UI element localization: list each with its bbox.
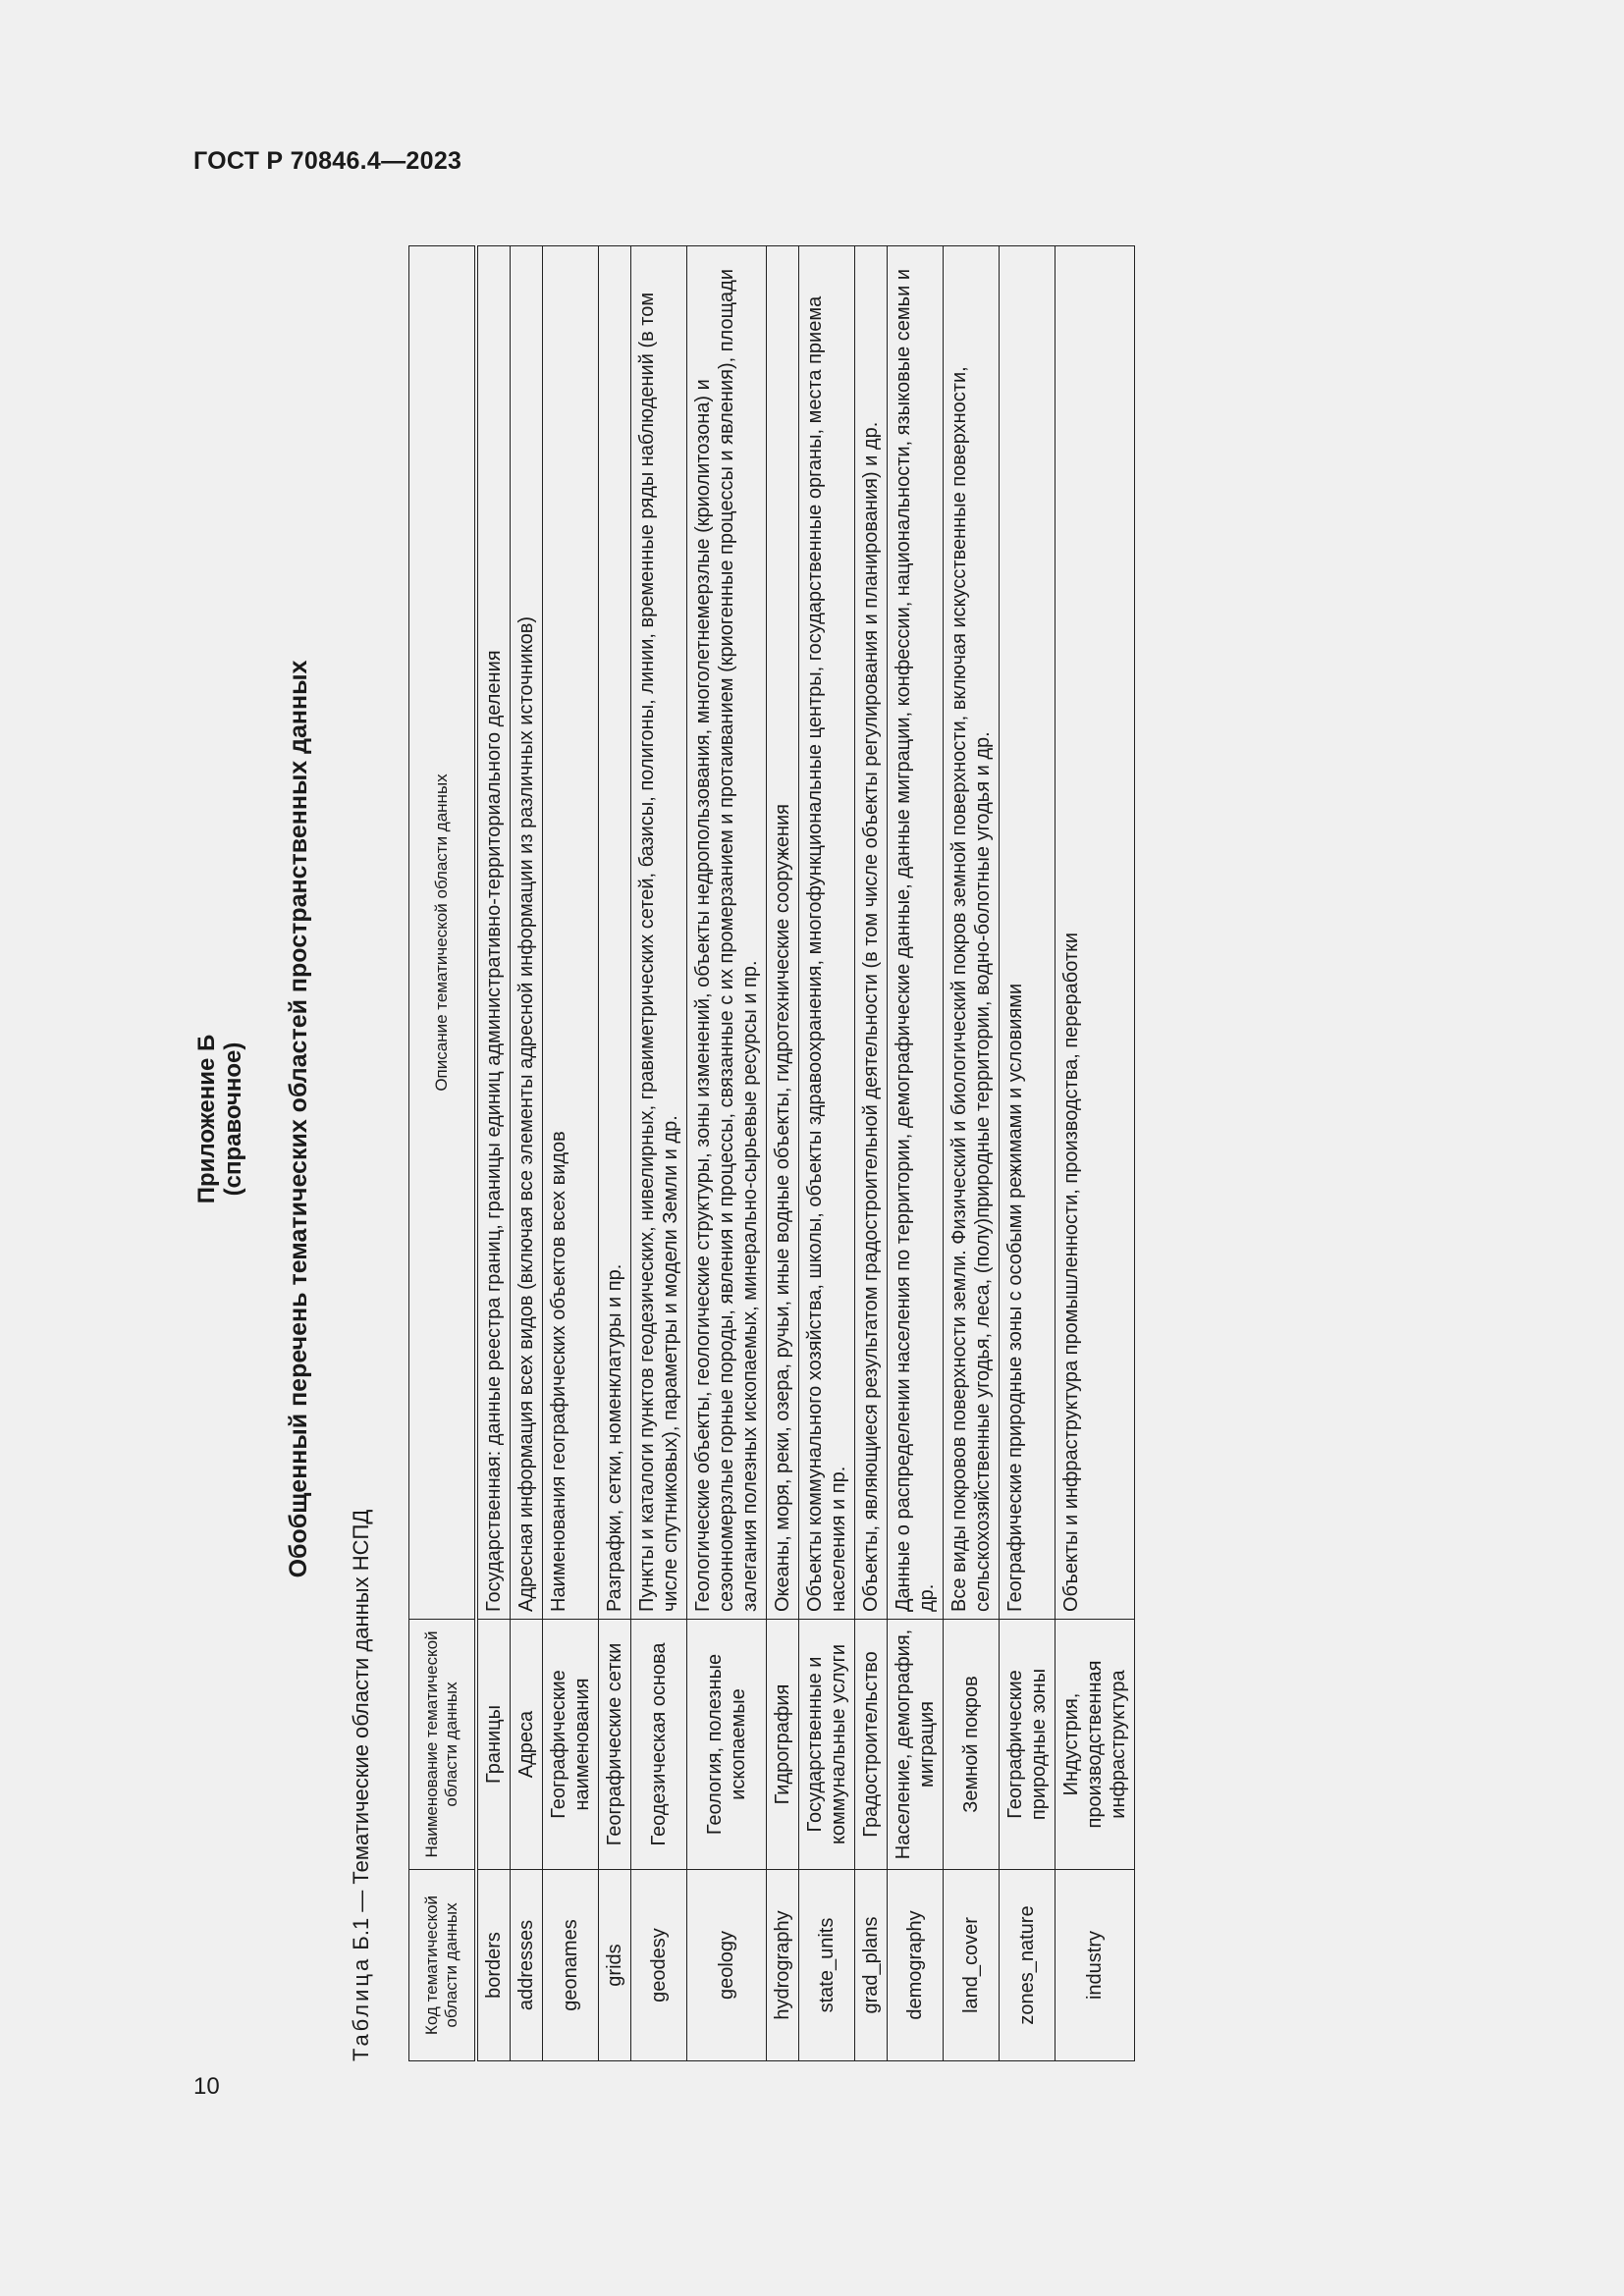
appendix-subtitle: (справочное) [220, 1041, 246, 1197]
appendix-block [177, 177, 246, 2061]
appendix-heading: Обобщенный перечень тематических областей пространственных данных [285, 660, 312, 1578]
row-code: grad_plans [855, 1870, 888, 2061]
column-header-code: Код тематической области данных [409, 1870, 477, 2061]
row-code: state_units [799, 1870, 855, 2061]
table-caption [349, 1510, 374, 2061]
row-name: Геодезическая основа [631, 1620, 687, 1870]
row-code: grids [599, 1870, 631, 2061]
table-header-row [409, 246, 477, 2061]
row-description: Государственная: данные реестра границ, границы единиц административно-территориального деления [476, 246, 511, 1620]
table-row [767, 246, 799, 2061]
row-description: Геологические объекты, геологические структуры, зоны изменений, объекты недропользования, многолетнемерзлые (криолитозона) и сезонномерзлые горные породы, явления и процессы, связанные с их промерзанием и протаиванием (криогенные процессы и явления), площади залегания полезных ископаемых, минерально-сырьевые ресурсы и пр. [687, 246, 767, 1620]
row-name: Земной покров [944, 1620, 1000, 1870]
page-number: 10 [193, 2073, 220, 2100]
row-name: Географические сетки [599, 1620, 631, 1870]
row-code: geodesy [631, 1870, 687, 2061]
table-row [687, 246, 767, 2061]
row-description: Объекты, являющиеся результатом градостроительной деятельности (в том числе объекты регулирования и планирования) и др. [855, 246, 888, 1620]
table-row [855, 246, 888, 2061]
row-name: Градостроительство [855, 1620, 888, 1870]
table-caption-text: Б.1 — Тематические области данных НСПД [349, 1509, 373, 1950]
table-row [944, 246, 1000, 2061]
row-code: geonames [543, 1870, 599, 2061]
row-description: Объекты и инфраструктура промышленности, производства, переработки [1056, 246, 1135, 1620]
rotated-content [177, 177, 1502, 2061]
row-description: Наименования географических объектов всех видов [543, 246, 599, 1620]
row-description: Адресная информация всех видов (включая все элементы адресной информации из различных источников) [511, 246, 543, 1620]
row-name: Государственные и коммунальные услуги [799, 1620, 855, 1870]
table-caption-label: Таблица [349, 1955, 373, 2061]
row-name: Население, демография, миграция [888, 1620, 944, 1870]
column-header-description: Описание тематической области данных [409, 246, 477, 1620]
row-code: hydrography [767, 1870, 799, 2061]
document-standard-header: ГОСТ Р 70846.4—2023 [193, 147, 462, 175]
row-description: Географические природные зоны с особыми режимами и условиями [1000, 246, 1056, 1620]
table-row [476, 246, 511, 2061]
row-code: geology [687, 1870, 767, 2061]
table-row [599, 246, 631, 2061]
row-code: addresses [511, 1870, 543, 2061]
table-row [888, 246, 944, 2061]
column-header-name: Наименование тематической области данных [409, 1620, 477, 1870]
row-name: Границы [476, 1620, 511, 1870]
table-row [511, 246, 543, 2061]
row-name: Географические наименования [543, 1620, 599, 1870]
table-row [1056, 246, 1135, 2061]
row-code: zones_nature [1000, 1870, 1056, 2061]
table-row [799, 246, 855, 2061]
row-description: Объекты коммунального хозяйства, школы, объекты здравоохранения, многофункциональные центры, государственные органы, места приема населения и пр. [799, 246, 855, 1620]
row-name: Географические природные зоны [1000, 1620, 1056, 1870]
table-row [543, 246, 599, 2061]
row-name: Индустрия, производственная инфраструктура [1056, 1620, 1135, 1870]
row-name: Адреса [511, 1620, 543, 1870]
row-description: Океаны, моря, реки, озера, ручьи, иные водные объекты, гидротехнические сооружения [767, 246, 799, 1620]
table-row [1000, 246, 1056, 2061]
row-description: Все виды покровов поверхности земли. Физический и биологический покров земной поверхности, включая искусственные поверхности, сельскохозяйственные угодья, леса, (полу)природные территории, водно-болотные угодья и др. [944, 246, 1000, 1620]
row-code: borders [476, 1870, 511, 2061]
row-code: industry [1056, 1870, 1135, 2061]
appendix-title: Приложение Б [193, 1034, 220, 1204]
row-code: demography [888, 1870, 944, 2061]
themes-table [408, 245, 1135, 2061]
row-code: land_cover [944, 1870, 1000, 2061]
row-name: Гидрография [767, 1620, 799, 1870]
table-row [631, 246, 687, 2061]
row-description: Данные о распределении населения по территории, демографические данные, данные миграции, конфессии, национальности, языковые семьи и др. [888, 246, 944, 1620]
row-description: Пункты и каталоги пунктов геодезических, нивелирных, гравиметрических сетей, базисы, полигоны, линии, временные ряды наблюдений (в том числе спутниковых), параметры и модели Земли и др. [631, 246, 687, 1620]
row-name: Геология, полезные ископаемые [687, 1620, 767, 1870]
row-description: Разграфки, сетки, номенклатуры и пр. [599, 246, 631, 1620]
